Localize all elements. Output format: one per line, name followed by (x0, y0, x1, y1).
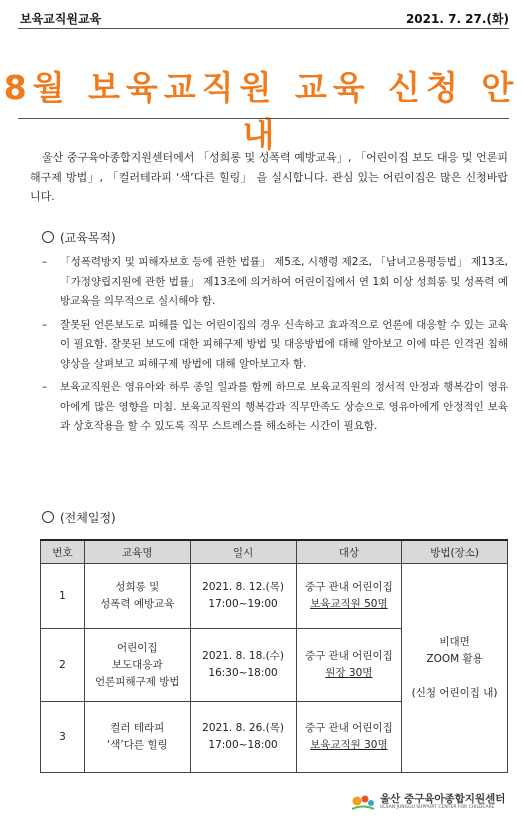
center-logo-icon (350, 792, 376, 812)
page-title: 8월 보육교직원 교육 신청 안내 (3, 68, 520, 154)
circle-bullet-icon (42, 231, 54, 243)
dash-icon: – (42, 318, 48, 331)
purpose-heading (42, 229, 116, 246)
dash-icon: – (42, 381, 48, 393)
list-item (42, 253, 508, 312)
row-number: 3 (41, 702, 85, 773)
schedule-heading-text: (전체일정) (60, 511, 116, 525)
purpose-heading-text: (교육목적) (60, 231, 116, 245)
header-divider (18, 28, 509, 29)
table-header-row (41, 540, 508, 564)
column-header: 방법(장소) (402, 540, 508, 564)
dash-icon: – (42, 256, 48, 268)
schedule-table (40, 539, 508, 773)
course-datetime: 2021. 8. 18.(수) 16:30~18:00 (190, 629, 296, 702)
logo-name: 울산 중구육아종합지원센터 (380, 793, 506, 805)
row-number: 2 (41, 629, 85, 702)
header (20, 10, 509, 28)
list-item (42, 378, 508, 437)
table-row (41, 564, 508, 629)
column-header: 일시 (190, 540, 296, 564)
course-datetime: 2021. 8. 12.(목) 17:00~19:00 (190, 564, 296, 629)
list-item-text: 보육교직원은 영유아와 하루 종일 일과를 함께 하므로 보육교직원의 정서적 안정과 행복감이 영유아에게 많은 영향을 미침. 보육교직원의 행복감과 직무만족도 상승으로 영유아에게 안정적인 보육과 상호작용을 할 수 있도록 직무 스트레스를 해소하는 시간이 필요함. (60, 381, 508, 432)
logo-subtitle: ULSAN JUNGGU SUPPORT CENTER FOR CHILDCARE (380, 805, 495, 810)
list-item-text: 잘못된 언론보도로 피해를 입는 어린이집의 경우 신속하고 효과적으로 언론에 대응할 수 있는 교육이 필요함. 잘못된 보도에 대한 피해구제 방법 및 대응방법에 대해 알아보고 이에 따른 인격권 침해 양상을 살펴보고 피해구제 방법에 대해 알아보고자 함. (60, 318, 508, 370)
intro-paragraph: 울산 중구육아종합지원센터에서 「성희롱 및 성폭력 예방교육」, 「어린이집 보도 대응 및 언론피해구제 방법」, 「컬러테라피 ‘색’다른 힐링」 을 실시합니다. 관심 있는 어린이집은 많은 신청바랍니다. (30, 151, 508, 203)
row-number: 1 (41, 564, 85, 629)
course-target: 중구 관내 어린이집 보육교직원 50명 (296, 564, 402, 629)
center-logo (350, 790, 510, 814)
list-item-text: 「성폭력방지 및 피해자보호 등에 관한 법률」 제5조, 시행령 제2조, 「남녀고용평등법」 제13조, 「가정양립지원에 관한 법률」 제13조에 의거하여 어린이집에서 연 1회 이상 성희롱 및 성폭력 예방교육을 의무적으로 실시해야 함. (60, 256, 508, 307)
course-method: 비대면 ZOOM 활용 (신청 어린이집 내) (402, 564, 508, 773)
column-header: 교육명 (84, 540, 190, 564)
column-header: 대상 (296, 540, 402, 564)
doc-category: 보육교직원교육 (20, 12, 102, 26)
course-target: 중구 관내 어린이집 보육교직원 30명 (296, 702, 402, 773)
doc-date: 2021. 7. 27.(화) (405, 12, 509, 26)
course-name: 성희롱 및 성폭력 예방교육 (84, 564, 190, 629)
course-datetime: 2021. 8. 26.(목) 17:00~18:00 (190, 702, 296, 773)
schedule-heading (42, 509, 116, 526)
title-divider (18, 118, 509, 119)
course-name: 어린이집 보도대응과 언론피해구제 방법 (84, 629, 190, 702)
course-name: 컬러 테라피 ‘색’다른 힐링 (84, 702, 190, 773)
list-item (42, 316, 508, 375)
column-header: 번호 (41, 540, 85, 564)
purpose-list (42, 253, 508, 441)
circle-bullet-icon (42, 511, 54, 523)
course-target: 중구 관내 어린이집 원장 30명 (296, 629, 402, 702)
